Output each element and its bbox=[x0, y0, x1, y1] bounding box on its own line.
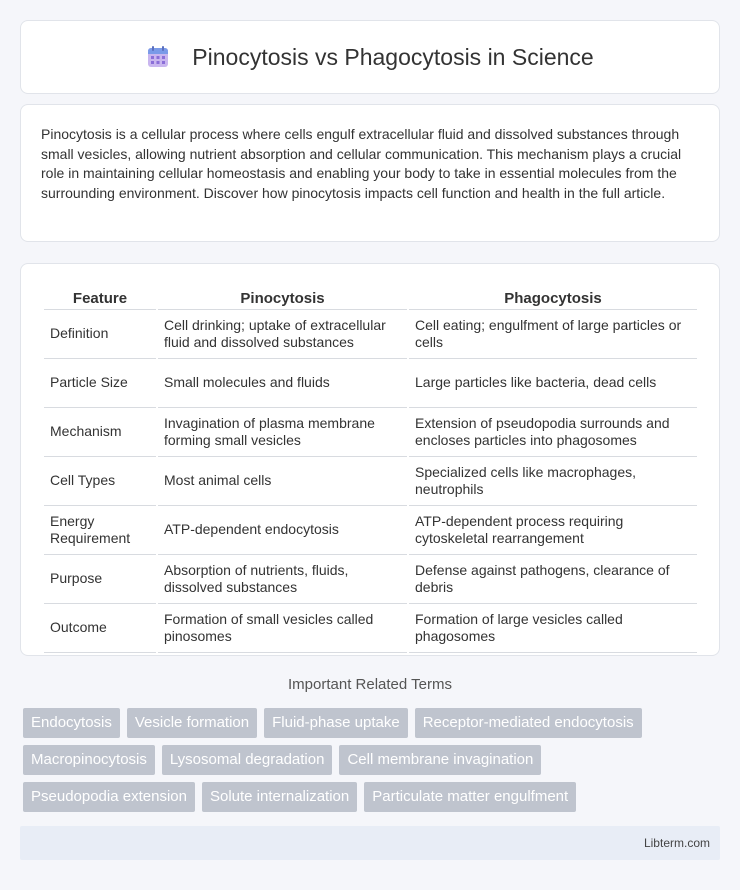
table-row bbox=[44, 457, 697, 506]
tag-row bbox=[23, 708, 723, 738]
pinocytosis-cell: Invagination of plasma membrane forming small vesicles bbox=[158, 408, 407, 457]
phagocytosis-cell: Cell eating; engulfment of large particles or cells bbox=[409, 310, 697, 359]
pinocytosis-cell: Absorption of nutrients, fluids, dissolved substances bbox=[158, 555, 407, 604]
table-row bbox=[44, 604, 697, 653]
related-term-tag[interactable]: Vesicle formation bbox=[127, 708, 257, 738]
comparison-table-card bbox=[20, 263, 720, 656]
table-row bbox=[44, 310, 697, 359]
tag-row bbox=[23, 745, 723, 775]
header-card bbox=[20, 20, 720, 94]
phagocytosis-cell: Defense against pathogens, clearance of debris bbox=[409, 555, 697, 604]
phagocytosis-cell: Large particles like bacteria, dead cells bbox=[409, 359, 697, 408]
intro-card bbox=[20, 104, 720, 242]
related-term-tag[interactable]: Cell membrane invagination bbox=[339, 745, 541, 775]
related-term-tag[interactable]: Lysosomal degradation bbox=[162, 745, 333, 775]
phagocytosis-cell: Formation of large vesicles called phagosomes bbox=[409, 604, 697, 653]
intro-text: Pinocytosis is a cellular process where cells engulf extracellular fluid and dissolved substances through small vesicles, allowing nutrient absorption and cellular communication. This mechanism plays a crucial role in maintaining cellular homeostasis and enabling your body to take in essential molecules from the surrounding environment. Discover how pinocytosis impacts cell function and health in the full article. bbox=[41, 126, 682, 201]
related-term-tag[interactable]: Fluid-phase uptake bbox=[264, 708, 408, 738]
table-row bbox=[44, 359, 697, 408]
calendar-icon bbox=[146, 45, 170, 69]
phagocytosis-cell: ATP-dependent process requiring cytoskeletal rearrangement bbox=[409, 506, 697, 555]
page-title: Pinocytosis vs Phagocytosis in Science bbox=[192, 43, 594, 70]
related-term-tag[interactable]: Solute internalization bbox=[202, 782, 357, 812]
phagocytosis-cell: Specialized cells like macrophages, neutrophils bbox=[409, 457, 697, 506]
related-term-tag[interactable]: Macropinocytosis bbox=[23, 745, 155, 775]
related-terms-tags bbox=[23, 708, 723, 819]
pinocytosis-cell: Formation of small vesicles called pinosomes bbox=[158, 604, 407, 653]
pinocytosis-cell: Small molecules and fluids bbox=[158, 359, 407, 408]
feature-cell: Purpose bbox=[44, 555, 156, 604]
related-terms-title: Important Related Terms bbox=[288, 676, 452, 693]
table-header-row bbox=[44, 284, 697, 310]
feature-cell: Outcome bbox=[44, 604, 156, 653]
pinocytosis-cell: Cell drinking; uptake of extracellular fluid and dissolved substances bbox=[158, 310, 407, 359]
feature-cell: Definition bbox=[44, 310, 156, 359]
phagocytosis-cell: Extension of pseudopodia surrounds and encloses particles into phagosomes bbox=[409, 408, 697, 457]
related-term-tag[interactable]: Pseudopodia extension bbox=[23, 782, 195, 812]
related-term-tag[interactable]: Particulate matter engulfment bbox=[364, 782, 576, 812]
tag-row bbox=[23, 782, 723, 812]
footer bbox=[20, 826, 720, 860]
related-term-tag[interactable]: Receptor-mediated endocytosis bbox=[415, 708, 642, 738]
table-row bbox=[44, 506, 697, 555]
pinocytosis-cell: Most animal cells bbox=[158, 457, 407, 506]
comparison-table bbox=[42, 284, 699, 653]
feature-cell: Particle Size bbox=[44, 359, 156, 408]
header-feature: Feature bbox=[44, 284, 156, 310]
related-term-tag[interactable]: Endocytosis bbox=[23, 708, 120, 738]
table-row bbox=[44, 555, 697, 604]
feature-cell: Cell Types bbox=[44, 457, 156, 506]
pinocytosis-cell: ATP-dependent endocytosis bbox=[158, 506, 407, 555]
table-row bbox=[44, 408, 697, 457]
footer-link[interactable]: Libterm.com bbox=[643, 836, 710, 850]
feature-cell: Energy Requirement bbox=[44, 506, 156, 555]
feature-cell: Mechanism bbox=[44, 408, 156, 457]
header-pinocytosis: Pinocytosis bbox=[158, 284, 407, 310]
header-phagocytosis: Phagocytosis bbox=[409, 284, 697, 310]
